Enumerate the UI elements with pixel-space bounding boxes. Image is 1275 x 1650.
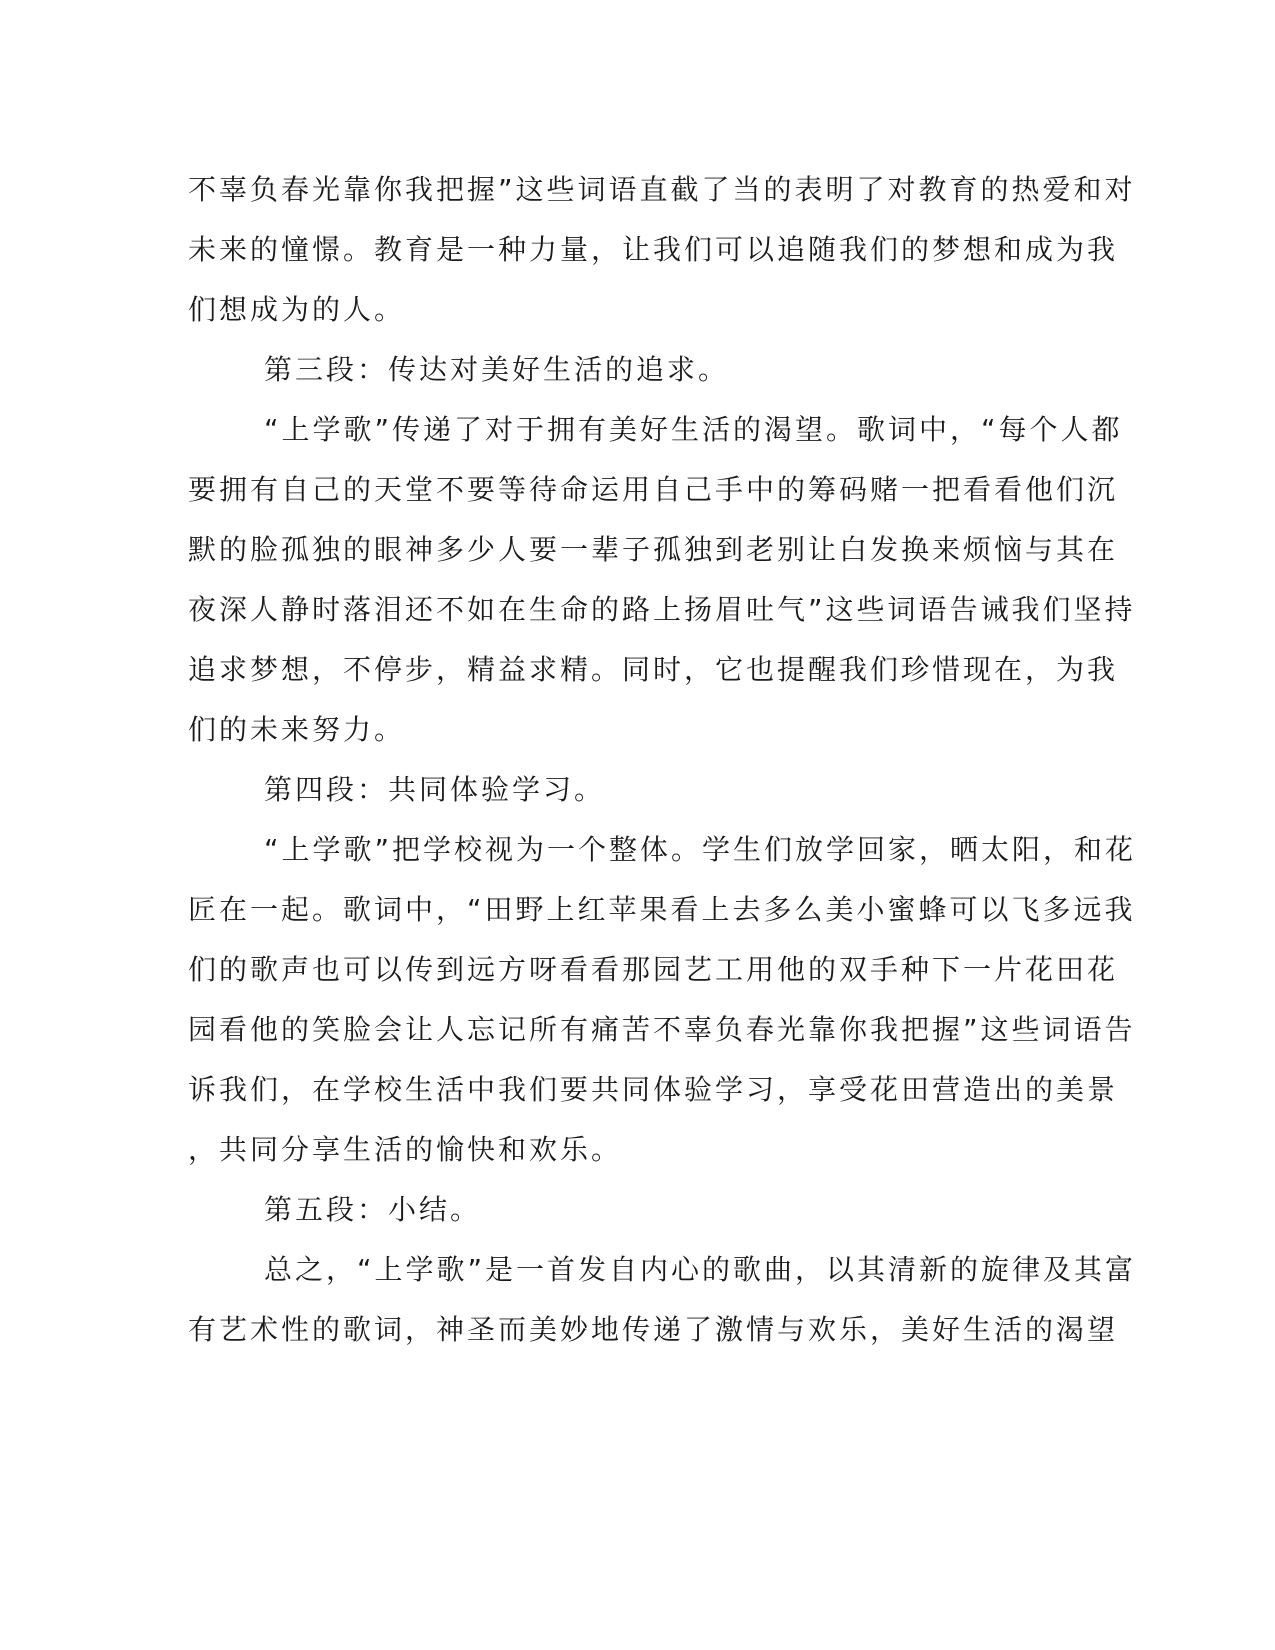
- body-text-line: ，共同分享生活的愉快和欢乐。: [188, 1133, 623, 1166]
- body-text-line: 园看他的笑脸会让人忘记所有痛苦不辜负春光靠你我把握”这些词语告: [188, 1013, 1136, 1046]
- body-text-line: 有艺术性的歌词，神圣而美妙地传递了激情与欢乐，美好生活的渴望: [188, 1313, 1119, 1346]
- document-body: [188, 160, 1137, 1360]
- body-text-line: 追求梦想，不停步，精益求精。同时，它也提醒我们珍惜现在，为我: [188, 653, 1119, 686]
- body-text-line: “上学歌”传递了对于拥有美好生活的渴望。歌词中，“每个人都: [264, 413, 1123, 446]
- section-heading-4: 第四段：共同体验学习。: [264, 773, 606, 806]
- body-text-line: 夜深人静时落泪还不如在生命的路上扬眉吐气”这些词语告诫我们坚持: [188, 593, 1136, 626]
- body-text-line: “上学歌”把学校视为一个整体。学生们放学回家，晒太阳，和花: [264, 833, 1137, 866]
- body-text-line: 们的未来努力。: [188, 713, 406, 746]
- body-text-line: 未来的憧憬。教育是一种力量，让我们可以追随我们的梦想和成为我: [188, 233, 1119, 266]
- body-text-line: 不辜负春光靠你我把握”这些词语直截了当的表明了对教育的热爱和对: [188, 173, 1136, 206]
- section-heading-5: 第五段：小结。: [264, 1193, 482, 1226]
- body-text-line: 诉我们，在学校生活中我们要共同体验学习，享受花田营造出的美景: [188, 1073, 1119, 1106]
- section-heading-3: 第三段：传达对美好生活的追求。: [264, 353, 730, 386]
- body-text-line: 默的脸孤独的眼神多少人要一辈子孤独到老别让白发换来烦恼与其在: [188, 533, 1119, 566]
- body-text-line: 们想成为的人。: [188, 293, 406, 326]
- body-text-line: 们的歌声也可以传到远方呀看看那园艺工用他的双手种下一片花田花: [188, 953, 1119, 986]
- body-text-line: 总之，“上学歌”是一首发自内心的歌曲，以其清新的旋律及其富: [264, 1253, 1137, 1286]
- body-text-line: 要拥有自己的天堂不要等待命运用自己手中的筹码赌一把看看他们沉: [188, 473, 1119, 506]
- body-text-line: 匠在一起。歌词中，“田野上红苹果看上去多么美小蜜蜂可以飞多远我: [188, 893, 1136, 926]
